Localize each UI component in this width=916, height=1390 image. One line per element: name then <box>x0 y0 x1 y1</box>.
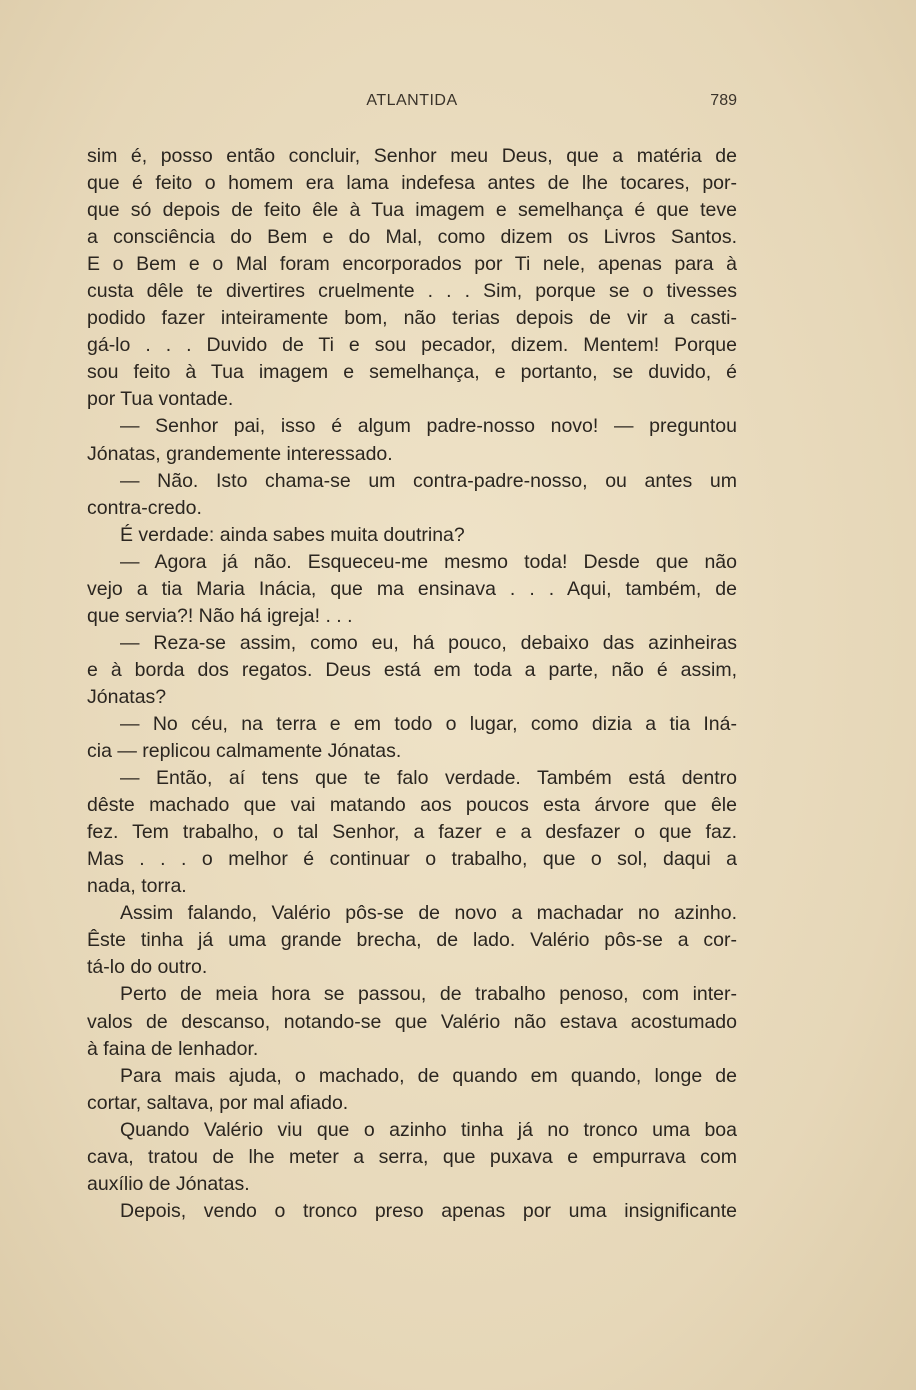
text-line: fez. Tem trabalho, o tal Senhor, a fazer e a desfazer o que faz. <box>87 821 737 844</box>
text-line: É verdade: ainda sabes muita doutrina? <box>120 523 465 546</box>
text-line: — Não. Isto chama-se um contra-padre-nosso, ou antes um <box>120 469 737 492</box>
text-line: contra-credo. <box>87 496 202 519</box>
text-line: — No céu, na terra e em todo o lugar, como dizia a tia Iná- <box>120 712 737 735</box>
page-number: 789 <box>710 92 737 109</box>
text-line: E o Bem e o Mal foram encorporados por Ti nele, apenas para à <box>87 253 737 276</box>
text-line: vejo a tia Maria Inácia, que ma ensinava . . . Aqui, também, de <box>87 577 737 600</box>
text-line: Depois, vendo o tronco preso apenas por uma insignificante <box>120 1199 737 1222</box>
text-line: que servia?! Não há igreja! . . . <box>87 604 353 627</box>
text-line: — Agora já não. Esqueceu-me mesmo toda! Desde que não <box>120 550 737 573</box>
text-line: custa dêle te divertires cruelmente . . . Sim, porque se o tivesses <box>87 280 737 303</box>
text-line: sou feito à Tua imagem e semelhança, e portanto, se duvido, é <box>87 361 737 384</box>
text-line: a consciência do Bem e do Mal, como dizem os Livros Santos. <box>87 226 737 249</box>
body-text <box>87 143 737 1225</box>
text-line: que só depois de feito êle à Tua imagem e semelhança é que teve <box>87 199 737 222</box>
text-line: — Senhor pai, isso é algum padre-nosso novo! — preguntou <box>120 415 737 438</box>
text-line: e à borda dos regatos. Deus está em toda a parte, não é assim, <box>87 658 737 681</box>
text-line: nada, torra. <box>87 875 187 898</box>
text-line: cortar, saltava, por mal afiado. <box>87 1091 349 1114</box>
running-head <box>87 92 737 116</box>
text-line: valos de descanso, notando-se que Valério não estava acostumado <box>87 1010 737 1033</box>
text-line: Assim falando, Valério pôs-se de novo a machadar no azinho. <box>120 902 737 925</box>
text-line: — Então, aí tens que te falo verdade. Também está dentro <box>120 767 737 790</box>
text-line: Êste tinha já uma grande brecha, de lado. Valério pôs-se a cor- <box>87 929 737 952</box>
text-line: Jónatas, grandemente interessado. <box>87 442 393 465</box>
text-line: — Reza-se assim, como eu, há pouco, debaixo das azinheiras <box>120 631 737 654</box>
text-line: sim é, posso então concluir, Senhor meu Deus, que a matéria de <box>87 145 737 167</box>
text-line: por Tua vontade. <box>87 388 234 411</box>
text-line: auxílio de Jónatas. <box>87 1172 250 1195</box>
text-line: Mas . . . o melhor é continuar o trabalho, que o sol, daqui a <box>87 848 737 871</box>
text-line: Para mais ajuda, o machado, de quando em quando, longe de <box>120 1064 737 1087</box>
text-line: podido fazer inteiramente bom, não terias depois de vir a casti- <box>87 307 737 330</box>
text-line: Jónatas? <box>87 685 167 708</box>
text-line: gá-lo . . . Duvido de Ti e sou pecador, dizem. Mentem! Porque <box>87 334 737 357</box>
text-line: dêste machado que vai matando aos poucos esta árvore que êle <box>87 794 737 817</box>
text-line: cia — replicou calmamente Jónatas. <box>87 740 402 763</box>
text-line: Perto de meia hora se passou, de trabalho penoso, com inter- <box>120 983 737 1006</box>
text-line: Quando Valério viu que o azinho tinha já no tronco uma boa <box>120 1118 737 1141</box>
text-line: que é feito o homem era lama indefesa antes de lhe tocares, por- <box>87 172 737 195</box>
running-title: ATLANTIDA <box>366 92 458 109</box>
text-line: à faina de lenhador. <box>87 1037 259 1060</box>
text-line: tá-lo do outro. <box>87 956 208 979</box>
text-line: cava, tratou de lhe meter a serra, que puxava e empurrava com <box>87 1145 737 1168</box>
